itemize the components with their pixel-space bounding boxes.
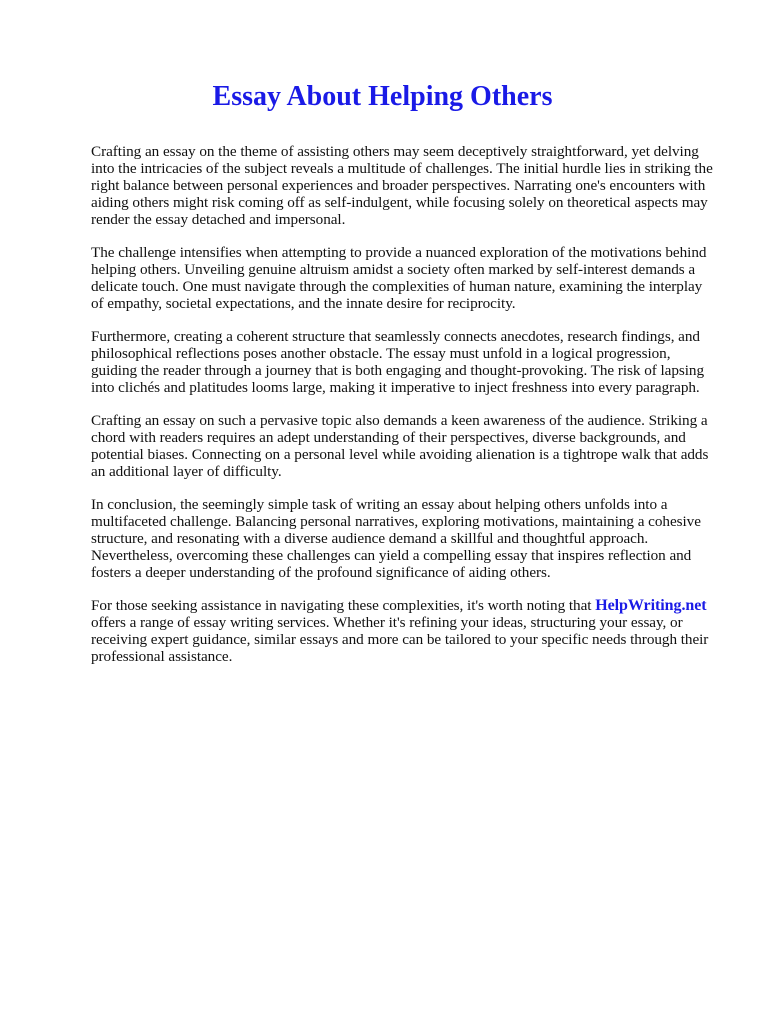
paragraph-6 — [91, 597, 718, 665]
helpwriting-link[interactable]: HelpWriting.net — [595, 597, 707, 614]
paragraph-5: In conclusion, the seemingly simple task of writing an essay about helping others unfolds into a multifaceted challenge. Balancing personal narratives, exploring motivations, maintaining a cohesive structure, and resonating with a diverse audience demand a skillful and thoughtful approach. Nevertheless, overcoming these challenges can yield a compelling essay that inspires reflection and fosters a deeper understanding of the profound significance of aiding others. — [91, 496, 701, 581]
paragraph-1: Crafting an essay on the theme of assisting others may seem deceptively straightforward, yet delving into the intricacies of the subject reveals a multitude of challenges. The initial hurdle lies in striking the right balance between personal experiences and broader perspectives. Narrating one's encounters with aiding others might risk coming off as self-indulgent, while focusing solely on theoretical aspects may render the essay detached and impersonal. — [91, 143, 713, 228]
paragraph-3: Furthermore, creating a coherent structure that seamlessly connects anecdotes, research findings, and philosophical reflections poses another obstacle. The essay must unfold in a logical progression, guiding the reader through a journey that is both engaging and thought-provoking. The risk of lapsing into clichés and platitudes looms large, making it imperative to inject freshness into every paragraph. — [91, 328, 705, 396]
essay-body — [91, 143, 718, 665]
paragraph-2: The challenge intensifies when attempting to provide a nuanced exploration of the motivations behind helping others. Unveiling genuine altruism amidst a society often marked by self-interest demands a delicate touch. One must navigate through the complexities of human nature, examining the interplay of empathy, societal expectations, and the innate desire for reciprocity. — [91, 244, 707, 312]
paragraph-6-text-before-link: For those seeking assistance in navigating these complexities, it's worth noting that — [91, 597, 596, 614]
page-title: Essay About Helping Others — [212, 81, 553, 112]
paragraph-6-text-after-link: offers a range of essay writing services. Whether it's refining your ideas, structuring your essay, or receiving expert guidance, similar essays and more can be tailored to your specific needs through their professional assistance. — [91, 614, 709, 665]
paragraph-4: Crafting an essay on such a pervasive topic also demands a keen awareness of the audience. Striking a chord with readers requires an adept understanding of their perspectives, diverse backgrounds, and potential biases. Connecting on a personal level while avoiding alienation is a tightrope walk that adds an additional layer of difficulty. — [91, 412, 709, 480]
